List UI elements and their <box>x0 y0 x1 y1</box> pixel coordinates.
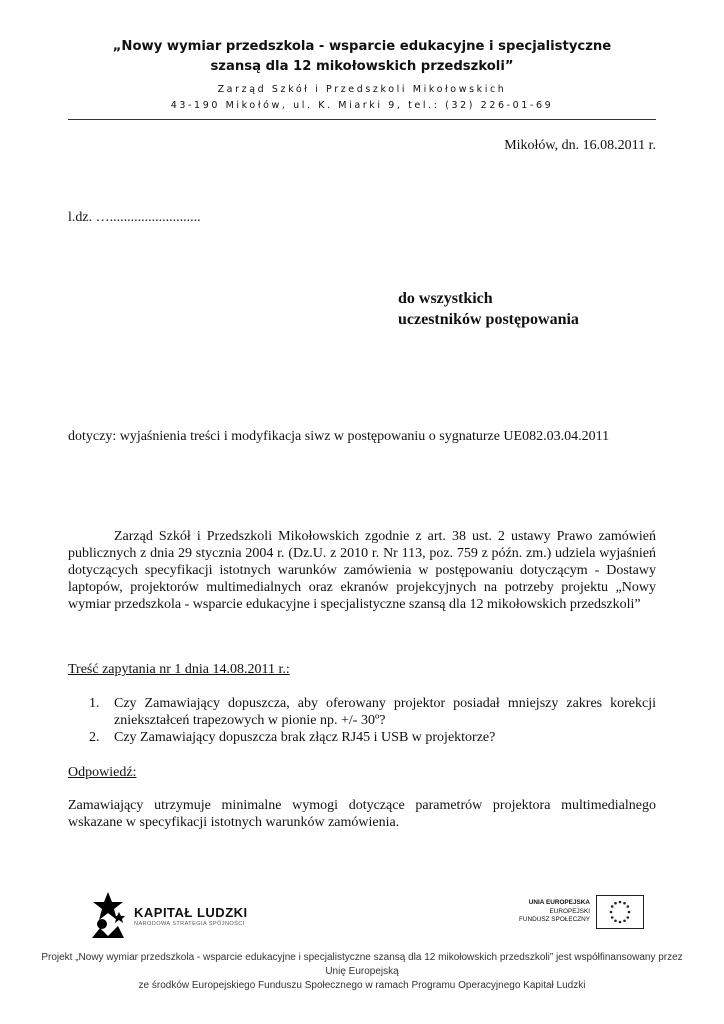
question-item <box>68 729 656 746</box>
kapital-ludzki-logo <box>88 890 288 940</box>
eu-esf-logo <box>496 893 646 933</box>
reference-number: l.dz. ….......................... <box>68 210 201 225</box>
answer-heading: Odpowiedź: <box>68 765 137 780</box>
header-divider <box>68 119 656 120</box>
eu-logo-text <box>519 899 590 925</box>
recipient <box>398 288 579 330</box>
question-number: 2. <box>89 730 100 745</box>
question-text: Czy Zamawiający dopuszcza, aby oferowany projektor posiadał mniejszy zakres korekcji zniekształceń trapezowych w pionie np. +/- 30º? <box>114 696 656 728</box>
question-item <box>68 695 656 729</box>
project-title-line-1: „Nowy wymiar przedszkola - wsparcie edukacyjne i specjalistyczne <box>112 39 612 54</box>
answer-paragraph: Zamawiający utrzymuje minimalne wymogi dotyczące parametrów projektora multimedialnego wskazane w specyfikacji istotnych warunków zamówienia. <box>68 798 656 830</box>
place-date: Mikołów, dn. 16.08.2011 r. <box>504 138 656 153</box>
kapital-ludzki-emblem-icon <box>88 890 128 940</box>
question-text: Czy Zamawiający dopuszcza brak złącz RJ45 i USB w projektorze? <box>114 730 496 745</box>
footer-note-line-1: Projekt „Nowy wymiar przedszkola - wsparcie edukacyjne i specjalistyczne szansą dla 12 mikołowskich przedszkoli” jest współfinansowany przez <box>41 952 683 963</box>
recipient-line-1: do wszystkich <box>398 290 493 307</box>
kapital-ludzki-title: KAPITAŁ LUDZKI <box>134 905 248 920</box>
organization-address: 43-190 Mikołów, ul. K. Miarki 9, tel.: (32) 226-01-69 <box>170 100 554 111</box>
eu-logo-line-3: FUNDUSZ SPOŁECZNY <box>518 916 590 923</box>
body-paragraph: Zarząd Szkół i Przedszkoli Mikołowskich zgodnie z art. 38 ust. 2 ustawy Prawo zamówień publicznych z dnia 29 stycznia 2004 r. (Dz.U. z 2010 r. Nr 113, poz. 759 z późn. zm.) udziela wyjaśnień dotyczących specyfikacji istotnych warunków zamówienia w postępowaniu dotyczącym - Dostawy laptopów, projektorów multimedialnych oraz ekranów projekcyjnych na potrzeby projektu „Nowy wymiar przedszkola - wsparcie edukacyjne i specjalistyczne szansą dla 12 mikołowskich przedszkoli” <box>68 529 656 612</box>
organization-name: Zarząd Szkół i Przedszkoli Mikołowskich <box>217 84 507 95</box>
eu-flag-icon <box>596 895 644 929</box>
eu-logo-line-1: UNIA EUROPEJSKA <box>528 899 590 906</box>
subject-line: dotyczy: wyjaśnienia treści i modyfikacja siwz w postępowaniu o sygnaturze UE082.03.04.2011 <box>68 429 610 444</box>
project-title-line-2: szansą dla 12 mikołowskich przedszkoli” <box>210 59 514 74</box>
question-number: 1. <box>89 696 100 711</box>
kapital-ludzki-subtitle: NARODOWA STRATEGIA SPÓJNOŚCI <box>134 921 245 927</box>
footer-note-line-2: Unię Europejską <box>325 966 399 977</box>
recipient-line-2: uczestników postępowania <box>398 311 579 328</box>
questions-list <box>68 695 656 746</box>
footer-note-line-3: ze środków Europejskiego Funduszu Społecznego w ramach Programu Operacyjnego Kapitał Ludzki <box>138 980 586 991</box>
inquiry-heading: Treść zapytania nr 1 dnia 14.08.2011 r.: <box>68 662 290 677</box>
eu-logo-line-2: EUROPEJSKI <box>549 907 590 915</box>
